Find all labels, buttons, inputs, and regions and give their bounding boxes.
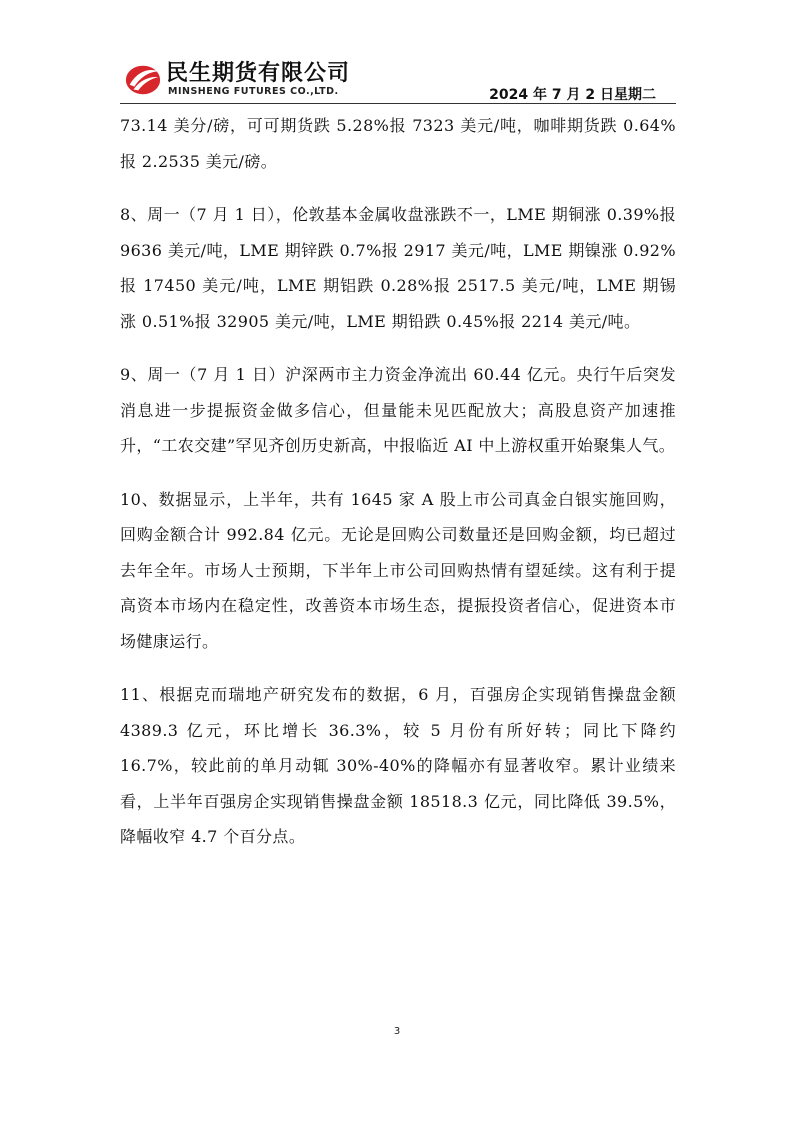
- page-number: 3: [393, 1026, 401, 1037]
- paragraph-item-10: 10、数据显示，上半年，共有 1645 家 A 股上市公司真金白银实施回购，回购金额合计 992.84 亿元。无论是回购公司数量还是回购金额，均已超过去年全年。市场人士预期，下半年上市公司回购热情有望延续。这有利于提高资本市场内在稳定性，改善资本市场生态，提振投资者信心，促进资本市场健康运行。: [120, 489, 676, 651]
- minsheng-logo-icon: [124, 60, 162, 98]
- paragraph-item-9: 9、周一（7 月 1 日）沪深两市主力资金净流出 60.44 亿元。央行午后突发消息进一步提振资金做多信心，但量能未见匹配放大；高股息资产加速推升，“工农交建”罕见齐创历史新高，中报临近 AI 中上游权重开始聚集人气。: [120, 365, 676, 455]
- logo-chinese-name: 民生期货有限公司: [166, 61, 351, 86]
- paragraph-item-11: 11、根据克而瑞地产研究发布的数据，6 月，百强房企实现销售操盘金额 4389.3 亿元，环比增长 36.3%，较 5 月份有所好转；同比下降约 16.7%，较此前的单月动辄 30%-40%的降幅亦有显著收窄。累计业绩来看，上半年百强房企实现销售操盘金额 18518.3 亿元，同比降低 39.5%，降幅收窄 4.7 个百分点。: [120, 685, 676, 846]
- logo-english-name: MINSHENG FUTURES CO.,LTD.: [168, 86, 339, 97]
- report-date: 2024 年 7 月 2 日星期二: [489, 87, 656, 103]
- page-header: [120, 48, 676, 104]
- company-logo: [120, 54, 380, 100]
- document-body: [120, 108, 676, 873]
- paragraph-item-8: 8、周一（7 月 1 日），伦敦基本金属收盘涨跌不一，LME 期铜涨 0.39%报 9636 美元/吨，LME 期锌跌 0.7%报 2917 美元/吨，LME 期镍涨 0.92%报 17450 美元/吨，LME 期铝跌 0.28%报 2517.5 美元/吨，LME 期锡涨 0.51%报 32905 美元/吨，LME 期铅跌 0.45%报 2214 美元/吨。: [120, 205, 676, 331]
- header-divider: [120, 103, 676, 104]
- paragraph-continued: 73.14 美分/磅，可可期货跌 5.28%报 7323 美元/吨，咖啡期货跌 0.64%报 2.2535 美元/磅。: [120, 116, 676, 171]
